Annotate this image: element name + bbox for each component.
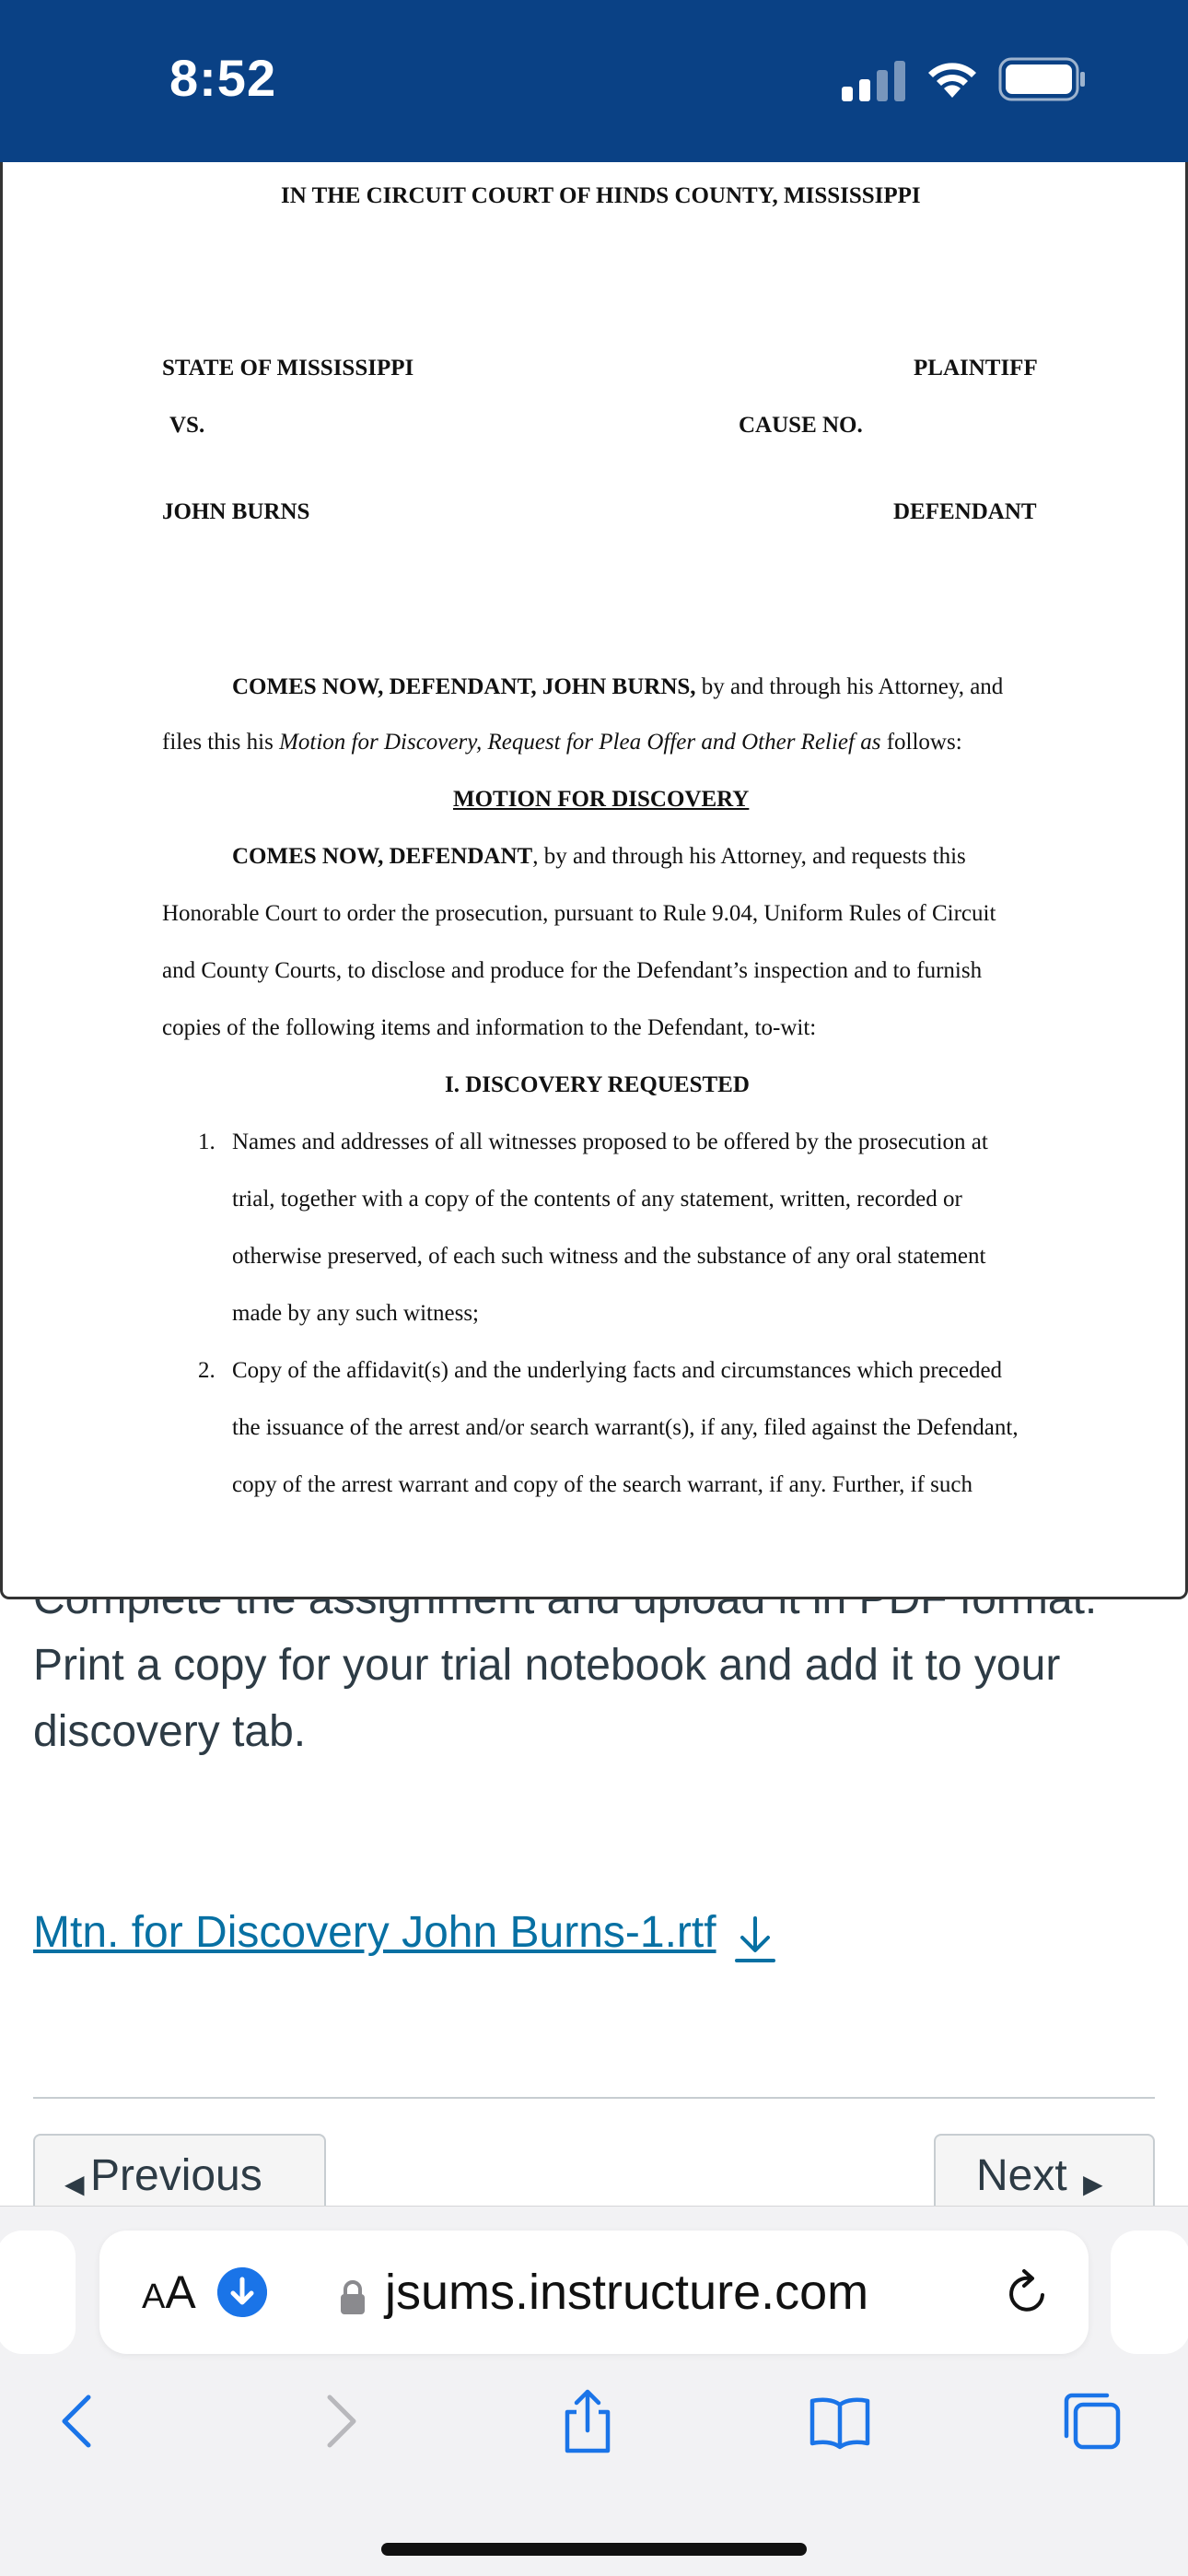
previous-tab-preview[interactable] <box>0 2231 76 2354</box>
item-2-line: the issuance of the arrest and/or search warrant(s), if any, filed against the Defendant, <box>232 1415 1019 1440</box>
para-bold: COMES NOW, DEFENDANT <box>232 844 533 869</box>
file-download-link[interactable]: Mtn. for Discovery John Burns-1.rtf <box>33 1908 716 1957</box>
forward-icon[interactable] <box>306 2388 372 2454</box>
tabs-icon[interactable] <box>1059 2388 1125 2454</box>
para-line-4: copies of the following items and information to the Defendant, to-wit: <box>162 1015 817 1040</box>
motion-heading: MOTION FOR DISCOVERY <box>453 787 750 812</box>
item-1-number: 1. <box>198 1130 215 1154</box>
reload-icon[interactable] <box>1002 2267 1054 2319</box>
para-line-2: Honorable Court to order the prosecution, pursuant to Rule 9.04, Uniform Rules of Circuit <box>162 901 996 926</box>
cause-no-label: CAUSE NO. <box>739 413 863 438</box>
previous-button[interactable] <box>33 2134 326 2211</box>
para-line-3: and County Courts, to disclose and produce for the Defendant’s inspection and to furnish <box>162 958 983 983</box>
caret-right-icon: ▶ <box>1083 2170 1103 2198</box>
status-bar <box>0 0 1188 164</box>
intro-line-2 <box>162 730 962 755</box>
download-icon[interactable] <box>733 1914 777 1966</box>
para-line-1 <box>232 844 966 870</box>
next-tab-preview[interactable] <box>1111 2231 1188 2354</box>
share-icon[interactable] <box>554 2388 621 2454</box>
address-bar[interactable] <box>99 2231 1089 2354</box>
caret-left-icon: ◀ <box>64 2170 85 2198</box>
para-rest: , by and through his Attorney, and requests this <box>532 844 966 869</box>
item-2-number: 2. <box>198 1358 215 1383</box>
battery-icon <box>998 57 1087 101</box>
home-indicator <box>381 2543 807 2556</box>
item-1-line: trial, together with a copy of the contents of any statement, written, recorded or <box>232 1187 962 1212</box>
next-label: Next <box>976 2151 1067 2200</box>
wifi-icon <box>925 57 980 100</box>
intro-line2-a: files this his <box>162 730 280 755</box>
item-2-line: copy of the arrest warrant and copy of the search warrant, if any. Further, if such <box>232 1472 973 1497</box>
text-size-button[interactable]: AA <box>142 2266 196 2318</box>
next-button[interactable] <box>934 2134 1155 2211</box>
previous-label: Previous <box>90 2151 262 2200</box>
section-heading: I. DISCOVERY REQUESTED <box>445 1072 750 1097</box>
intro-line2-italic: Motion for Discovery, Request for Plea Offer and Other Relief as <box>279 730 881 755</box>
item-2-line: Copy of the affidavit(s) and the underlying facts and circumstances which preceded <box>232 1358 1003 1383</box>
assignment-instructions: Print a copy for your trial notebook and add it to your discovery tab. <box>33 1641 1061 1756</box>
intro-bold: COMES NOW, DEFENDANT, JOHN BURNS, <box>232 674 696 699</box>
intro-rest: by and through his Attorney, and <box>695 674 1004 699</box>
item-1-line: Names and addresses of all witnesses proposed to be offered by the prosecution at <box>232 1130 988 1154</box>
defendant-label: DEFENDANT <box>893 499 1037 524</box>
back-icon[interactable] <box>46 2388 112 2454</box>
item-1-line: otherwise preserved, of each such witness and the substance of any oral statement <box>232 1244 986 1269</box>
document-preview[interactable] <box>0 162 1188 1599</box>
url-text[interactable]: jsums.instructure.com <box>385 2265 869 2320</box>
content-divider <box>33 2097 1155 2099</box>
status-time: 8:52 <box>169 49 277 107</box>
signal-icon <box>842 61 906 101</box>
versus-label: VS. <box>169 413 205 438</box>
item-1-line: made by any such witness; <box>232 1301 480 1326</box>
bookmarks-icon[interactable] <box>807 2388 873 2454</box>
plaintiff-name: STATE OF MISSISSIPPI <box>162 356 414 381</box>
intro-line2-b: follows: <box>880 730 962 755</box>
lock-icon <box>339 2278 367 2315</box>
court-heading: IN THE CIRCUIT COURT OF HINDS COUNTY, MISSISSIPPI <box>281 183 921 208</box>
downloads-icon[interactable] <box>217 2267 267 2317</box>
plaintiff-label: PLAINTIFF <box>914 356 1038 381</box>
defendant-name: JOHN BURNS <box>162 499 310 524</box>
intro-line-1 <box>232 674 1003 700</box>
